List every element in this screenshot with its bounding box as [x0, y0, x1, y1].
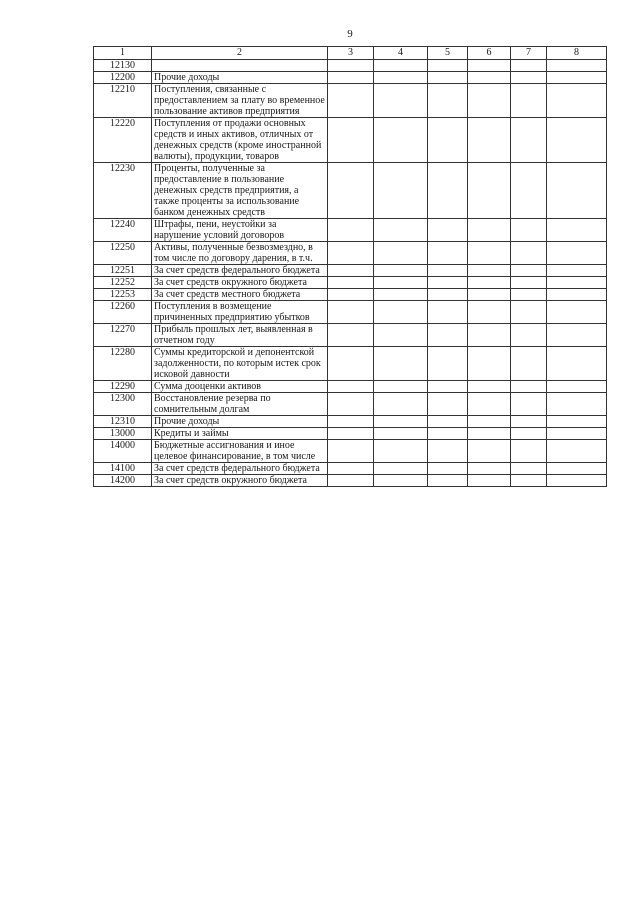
empty-cell [468, 72, 511, 84]
table-body [94, 60, 607, 487]
empty-cell [468, 277, 511, 289]
empty-cell [374, 324, 428, 347]
empty-cell [547, 60, 607, 72]
row-code: 12251 [94, 265, 152, 277]
row-name: Кредиты и займы [152, 428, 328, 440]
empty-cell [374, 72, 428, 84]
row-name: Активы, полученные безвозмездно, в том числе по договору дарения, в т.ч. [152, 242, 328, 265]
table-row [94, 381, 607, 393]
empty-cell [468, 219, 511, 242]
empty-cell [547, 219, 607, 242]
table-row [94, 163, 607, 219]
empty-cell [328, 428, 374, 440]
empty-cell [468, 289, 511, 301]
column-header: 5 [428, 47, 468, 60]
empty-cell [547, 163, 607, 219]
empty-cell [328, 219, 374, 242]
empty-cell [428, 84, 468, 118]
row-code: 14000 [94, 440, 152, 463]
row-code: 12253 [94, 289, 152, 301]
empty-cell [374, 242, 428, 265]
empty-cell [511, 301, 547, 324]
empty-cell [511, 72, 547, 84]
empty-cell [428, 265, 468, 277]
empty-cell [374, 393, 428, 416]
empty-cell [428, 60, 468, 72]
empty-cell [547, 301, 607, 324]
empty-cell [328, 381, 374, 393]
column-header: 8 [547, 47, 607, 60]
table-row [94, 277, 607, 289]
empty-cell [511, 118, 547, 163]
empty-cell [547, 428, 607, 440]
row-name: Прочие доходы [152, 72, 328, 84]
empty-cell [428, 219, 468, 242]
row-code: 12310 [94, 416, 152, 428]
empty-cell [428, 381, 468, 393]
table-row [94, 242, 607, 265]
table-row [94, 265, 607, 277]
empty-cell [374, 289, 428, 301]
empty-cell [511, 219, 547, 242]
empty-cell [328, 72, 374, 84]
empty-cell [511, 381, 547, 393]
empty-cell [468, 265, 511, 277]
empty-cell [374, 277, 428, 289]
empty-cell [428, 347, 468, 381]
row-code: 12130 [94, 60, 152, 72]
column-header: 3 [328, 47, 374, 60]
row-code: 12240 [94, 219, 152, 242]
empty-cell [511, 463, 547, 475]
empty-cell [428, 393, 468, 416]
empty-cell [428, 440, 468, 463]
empty-cell [328, 289, 374, 301]
empty-cell [511, 242, 547, 265]
column-header: 4 [374, 47, 428, 60]
row-name: Суммы кредиторской и депонентской задолженности, по которым истек срок исковой давности [152, 347, 328, 381]
empty-cell [511, 393, 547, 416]
empty-cell [511, 289, 547, 301]
empty-cell [374, 347, 428, 381]
empty-cell [328, 475, 374, 487]
empty-cell [328, 324, 374, 347]
empty-cell [547, 265, 607, 277]
empty-cell [468, 475, 511, 487]
empty-cell [511, 428, 547, 440]
empty-cell [374, 118, 428, 163]
empty-cell [328, 84, 374, 118]
empty-cell [328, 277, 374, 289]
row-code: 14100 [94, 463, 152, 475]
table-row [94, 118, 607, 163]
empty-cell [328, 347, 374, 381]
row-name: За счет средств окружного бюджета [152, 277, 328, 289]
empty-cell [428, 289, 468, 301]
empty-cell [547, 118, 607, 163]
empty-cell [328, 163, 374, 219]
empty-cell [374, 381, 428, 393]
empty-cell [374, 163, 428, 219]
empty-cell [428, 428, 468, 440]
empty-cell [468, 242, 511, 265]
row-name: За счет средств федерального бюджета [152, 265, 328, 277]
empty-cell [511, 347, 547, 381]
empty-cell [374, 265, 428, 277]
row-name: За счет средств местного бюджета [152, 289, 328, 301]
empty-cell [374, 60, 428, 72]
empty-cell [428, 301, 468, 324]
column-header: 1 [94, 47, 152, 60]
row-code: 12210 [94, 84, 152, 118]
empty-cell [428, 416, 468, 428]
empty-cell [547, 324, 607, 347]
empty-cell [428, 242, 468, 265]
table-row [94, 416, 607, 428]
empty-cell [428, 277, 468, 289]
row-name: Штрафы, пени, неустойки за нарушение условий договоров [152, 219, 328, 242]
row-code: 13000 [94, 428, 152, 440]
row-code: 12252 [94, 277, 152, 289]
empty-cell [328, 265, 374, 277]
row-name: Проценты, полученные за предоставление в пользование денежных средств предприятия, а также проценты за использование банком денежных средств [152, 163, 328, 219]
empty-cell [547, 289, 607, 301]
empty-cell [547, 72, 607, 84]
empty-cell [374, 475, 428, 487]
empty-cell [428, 463, 468, 475]
empty-cell [511, 60, 547, 72]
row-name: За счет средств окружного бюджета [152, 475, 328, 487]
table-row [94, 324, 607, 347]
row-code: 12270 [94, 324, 152, 347]
empty-cell [468, 60, 511, 72]
empty-cell [374, 301, 428, 324]
row-name: Бюджетные ассигнования и иное целевое финансирование, в том числе [152, 440, 328, 463]
empty-cell [468, 381, 511, 393]
empty-cell [328, 242, 374, 265]
empty-cell [468, 163, 511, 219]
empty-cell [374, 440, 428, 463]
empty-cell [547, 440, 607, 463]
empty-cell [328, 416, 374, 428]
table-row [94, 72, 607, 84]
empty-cell [468, 301, 511, 324]
empty-cell [468, 324, 511, 347]
empty-cell [468, 84, 511, 118]
row-code: 12300 [94, 393, 152, 416]
empty-cell [511, 277, 547, 289]
table-row [94, 301, 607, 324]
empty-cell [511, 265, 547, 277]
table-row [94, 463, 607, 475]
empty-cell [374, 416, 428, 428]
table-row [94, 440, 607, 463]
empty-cell [328, 118, 374, 163]
table-row [94, 84, 607, 118]
table-row [94, 219, 607, 242]
column-header: 7 [511, 47, 547, 60]
row-code: 12230 [94, 163, 152, 219]
empty-cell [428, 72, 468, 84]
row-code: 12250 [94, 242, 152, 265]
table-row [94, 347, 607, 381]
empty-cell [374, 463, 428, 475]
row-code: 12280 [94, 347, 152, 381]
empty-cell [547, 277, 607, 289]
empty-cell [547, 84, 607, 118]
empty-cell [547, 242, 607, 265]
empty-cell [511, 84, 547, 118]
empty-cell [428, 324, 468, 347]
row-name: Восстановление резерва по сомнительным долгам [152, 393, 328, 416]
empty-cell [374, 428, 428, 440]
table-row [94, 289, 607, 301]
empty-cell [374, 219, 428, 242]
empty-cell [328, 60, 374, 72]
row-name: Поступления от продажи основных средств и иных активов, отличных от денежных средств (кроме иностранной валюты), продукции, товаров [152, 118, 328, 163]
empty-cell [374, 84, 428, 118]
table-row [94, 428, 607, 440]
row-name: Поступления, связанные с предоставлением за плату во временное пользование активов предприятия [152, 84, 328, 118]
empty-cell [547, 381, 607, 393]
row-name [152, 60, 328, 72]
empty-cell [468, 440, 511, 463]
row-name: Сумма дооценки активов [152, 381, 328, 393]
empty-cell [468, 463, 511, 475]
table-row [94, 60, 607, 72]
empty-cell [547, 463, 607, 475]
row-code: 12260 [94, 301, 152, 324]
empty-cell [328, 440, 374, 463]
empty-cell [511, 475, 547, 487]
empty-cell [428, 163, 468, 219]
empty-cell [547, 393, 607, 416]
empty-cell [328, 393, 374, 416]
empty-cell [511, 440, 547, 463]
row-name: Прочие доходы [152, 416, 328, 428]
empty-cell [468, 393, 511, 416]
empty-cell [428, 475, 468, 487]
table-row [94, 393, 607, 416]
empty-cell [547, 475, 607, 487]
row-name: Прибыль прошлых лет, выявленная в отчетном году [152, 324, 328, 347]
row-code: 12200 [94, 72, 152, 84]
row-name: За счет средств федерального бюджета [152, 463, 328, 475]
row-code: 12220 [94, 118, 152, 163]
empty-cell [468, 347, 511, 381]
column-header: 2 [152, 47, 328, 60]
empty-cell [468, 416, 511, 428]
column-header: 6 [468, 47, 511, 60]
empty-cell [428, 118, 468, 163]
header-row [94, 47, 607, 60]
empty-cell [511, 324, 547, 347]
empty-cell [511, 163, 547, 219]
empty-cell [511, 416, 547, 428]
row-name: Поступления в возмещение причиненных предприятию убытков [152, 301, 328, 324]
table-row [94, 475, 607, 487]
row-code: 14200 [94, 475, 152, 487]
empty-cell [547, 416, 607, 428]
row-code: 12290 [94, 381, 152, 393]
empty-cell [328, 301, 374, 324]
empty-cell [468, 428, 511, 440]
empty-cell [328, 463, 374, 475]
page-number: 9 [347, 28, 353, 40]
empty-cell [468, 118, 511, 163]
report-table [93, 46, 607, 487]
empty-cell [547, 347, 607, 381]
